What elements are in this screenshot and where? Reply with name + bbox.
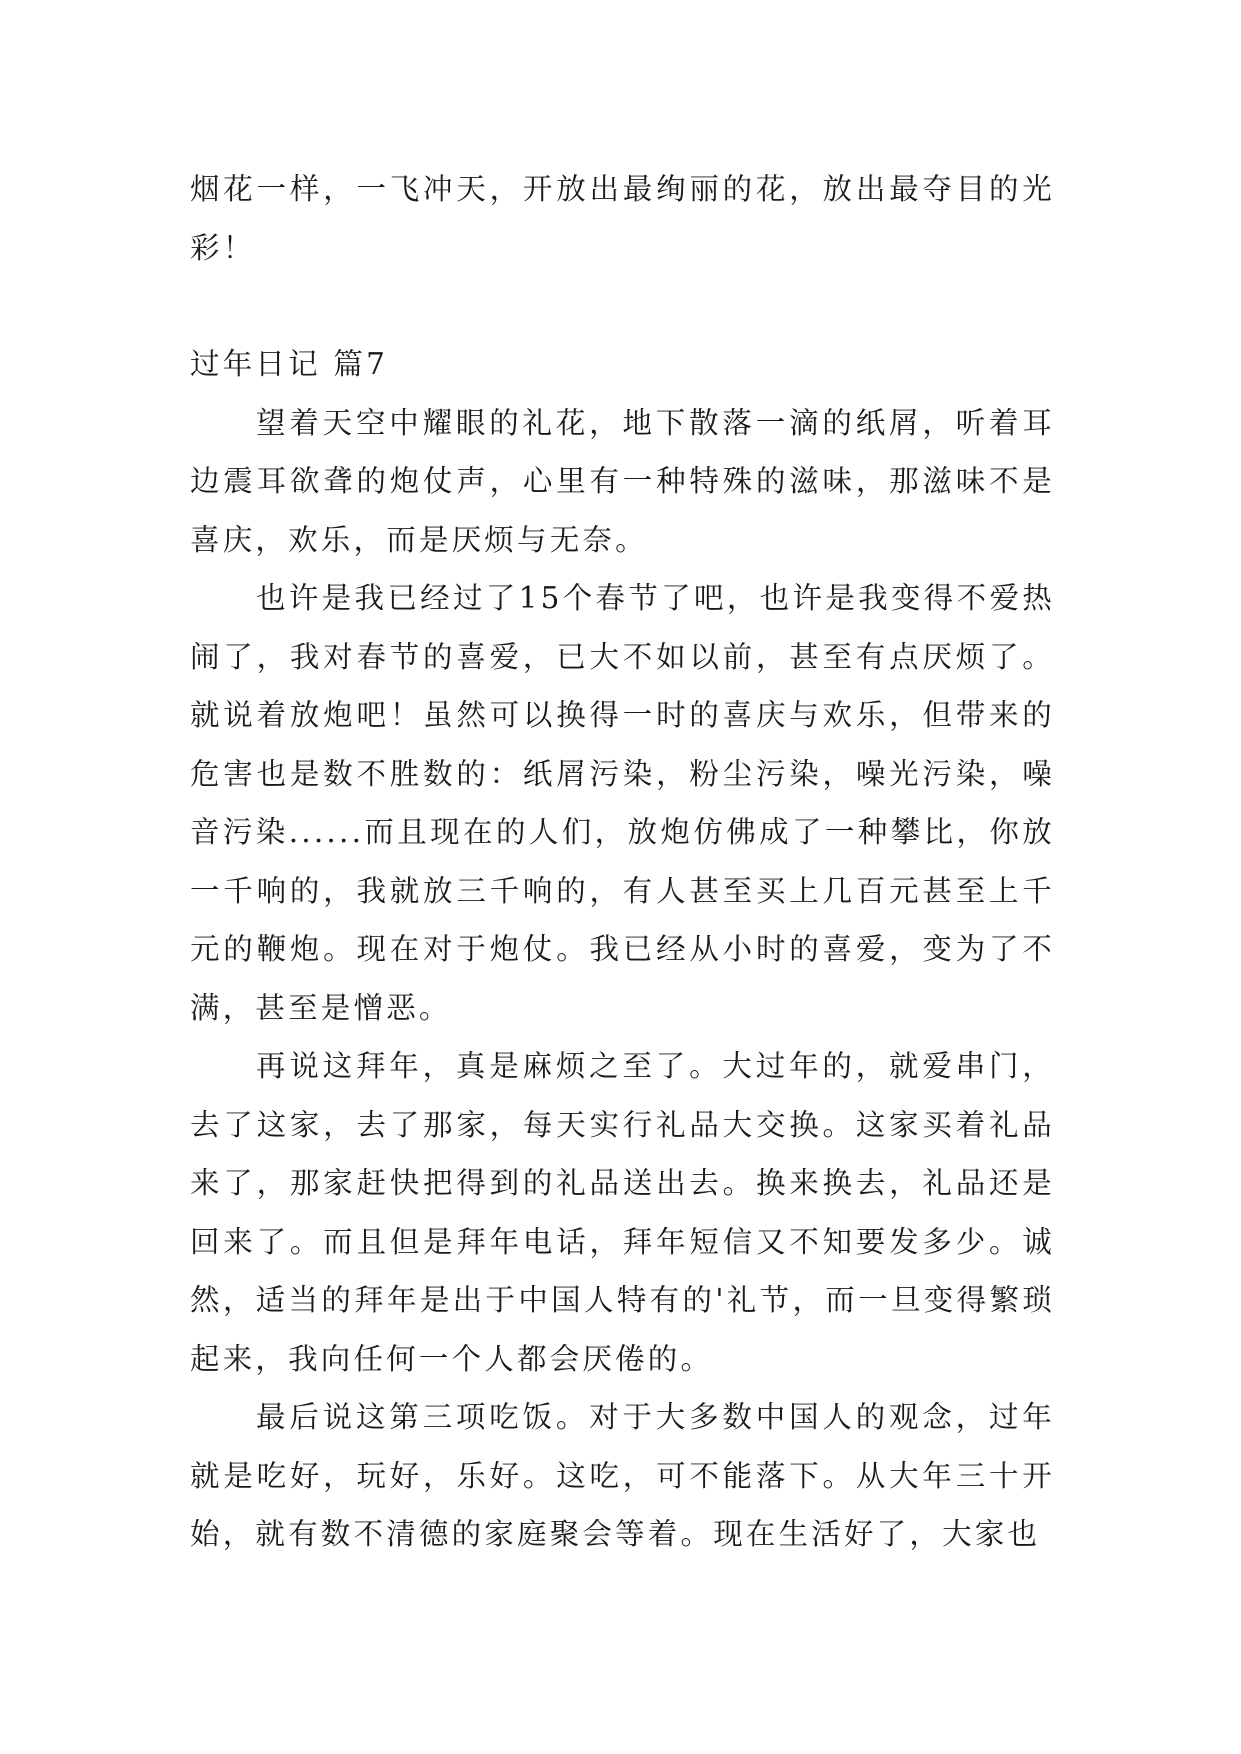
document-body (190, 160, 1055, 1564)
section-title: 过年日记 篇7 (190, 347, 389, 381)
intro-paragraph: 烟花一样，一飞冲天，开放出最绚丽的花，放出最夺目的光彩！ (190, 172, 1055, 265)
paragraph-3: 再说这拜年，真是麻烦之至了。大过年的，就爱串门，去了这家，去了那家，每天实行礼品大交换。这家买着礼品来了，那家赶快把得到的礼品送出去。换来换去，礼品还是回来了。而且但是拜年电话，拜年短信又不知要发多少。诚然，适当的拜年是出于中国人特有的'礼节，而一旦变得繁琐起来，我向任何一个人都会厌倦的。 (190, 1049, 1055, 1376)
paragraph-2: 也许是我已经过了15个春节了吧，也许是我变得不爱热闹了，我对春节的喜爱，已大不如以前，甚至有点厌烦了。就说着放炮吧！虽然可以换得一时的喜庆与欢乐，但带来的危害也是数不胜数的：纸屑污染，粉尘污染，噪光污染，噪音污染......而且现在的人们，放炮仿佛成了一种攀比，你放一千响的，我就放三千响的，有人甚至买上几百元甚至上千元的鞭炮。现在对于炮仗。我已经从小时的喜爱，变为了不满，甚至是憎恶。 (190, 581, 1055, 1025)
paragraph-1: 望着天空中耀眼的礼花，地下散落一滴的纸屑，听着耳边震耳欲聋的炮仗声，心里有一种特殊的滋味，那滋味不是喜庆，欢乐，而是厌烦与无奈。 (190, 405, 1055, 557)
paragraph-4: 最后说这第三项吃饭。对于大多数中国人的观念，过年就是吃好，玩好，乐好。这吃，可不能落下。从大年三十开始，就有数不清德的家庭聚会等着。现在生活好了，大家也 (190, 1400, 1055, 1551)
